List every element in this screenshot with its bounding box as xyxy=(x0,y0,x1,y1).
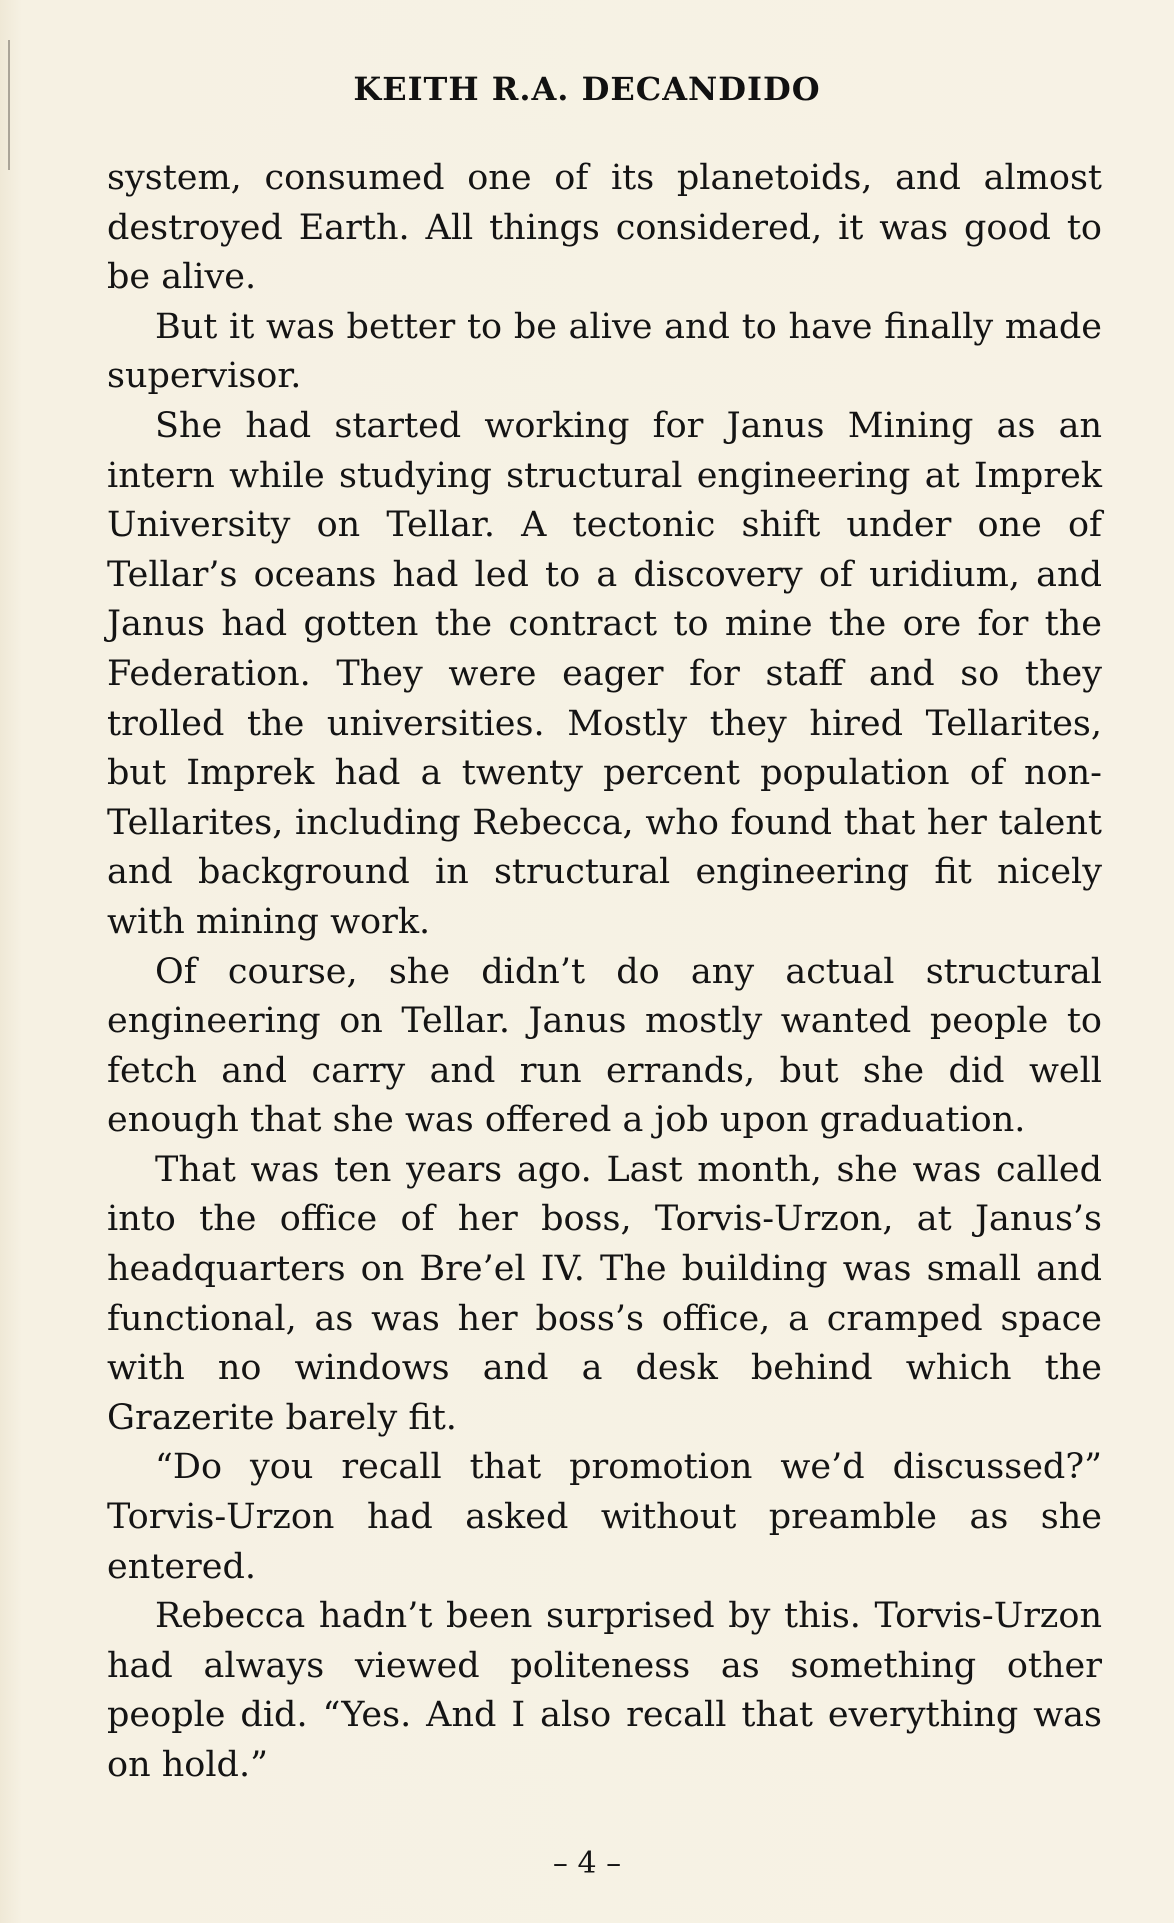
page-number: – 4 – xyxy=(552,1846,622,1881)
paragraph: But it was better to be alive and to have finally made supervisor. xyxy=(107,306,1102,397)
paragraph: Of course, she didn’t do any actual structural engineering on Tellar. Janus mostly wanted people to fetch and carry and run errands, but she did well enough that she was offered a job upon graduation. xyxy=(107,951,1102,1141)
body-text xyxy=(107,154,1102,1791)
paragraph: That was ten years ago. Last month, she was called into the office of her boss, Torvis-Urzon, at Janus’s headquarters on Bre’el IV. The building was small and functional, as was her boss’s office, a cramped space with no windows and a desk behind which the Grazerite barely fit. xyxy=(107,1149,1102,1438)
running-head: KEITH R.A. DECANDIDO xyxy=(353,70,821,108)
paragraph: She had started working for Janus Mining as an intern while studying structural engineering at Imprek University on Tellar. A tectonic shift under one of Tellar’s oceans had led to a discovery of uridium, and Janus had gotten the contract to mine the ore for the Federation. They were eager for staff and so they trolled the universities. Mostly they hired Tellarites, but Imprek had a twenty percent population of non-Tellarites, including Rebecca, who found that her talent and background in structural engineering fit nicely with mining work. xyxy=(107,405,1102,942)
paragraph: “Do you recall that promotion we’d discussed?” Torvis-Urzon had asked without preamble as she entered. xyxy=(107,1447,1102,1587)
paragraph: system, consumed one of its planetoids, and almost destroyed Earth. All things considered, it was good to be alive. xyxy=(107,158,1102,298)
paragraph: Rebecca hadn’t been surprised by this. Torvis-Urzon had always viewed politeness as something other people did. “Yes. And I also recall that everything was on hold.” xyxy=(107,1596,1102,1785)
